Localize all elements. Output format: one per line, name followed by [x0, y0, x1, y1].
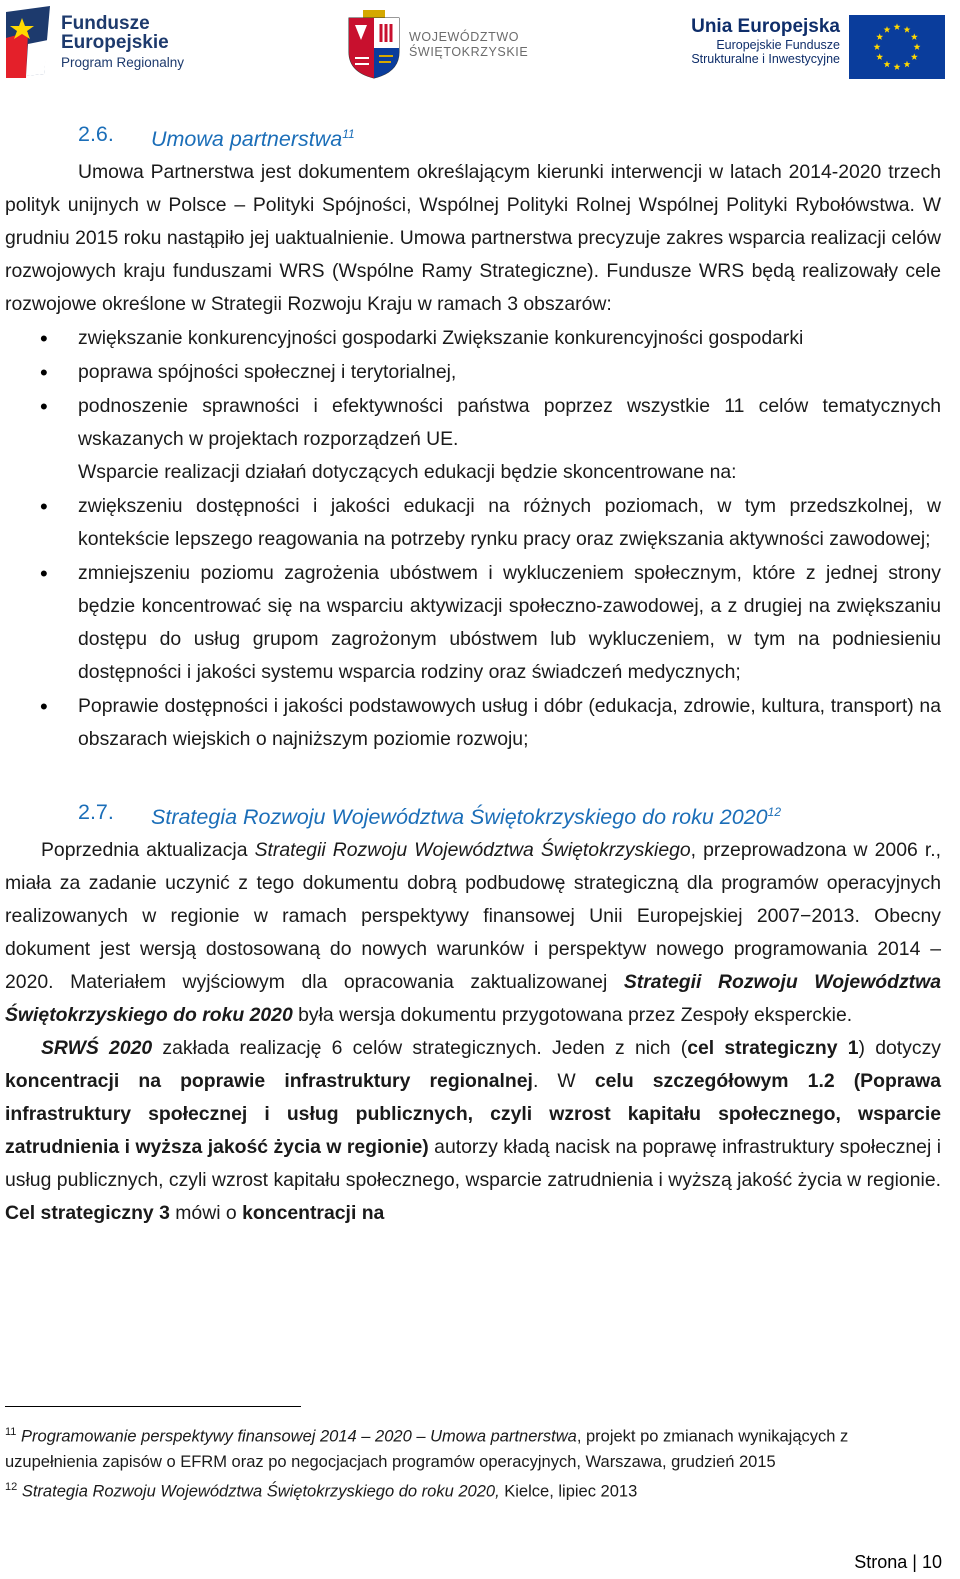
- fe-logo-line1: Fundusze: [61, 13, 150, 34]
- list-item: • Poprawie dostępności i jakości podstawowych usług i dóbr (edukacja, zdrowie, kultura, transport) na obszarach wiejskich o najniższym poziomie rozwoju;: [5, 690, 941, 756]
- page-number: Strona | 10: [854, 1552, 942, 1572]
- footnote-separator: [5, 1406, 301, 1407]
- list-item: • poprawa spójności społecznej i terytorialnej,: [5, 356, 941, 389]
- ue-logo-line2: Europejskie Fundusze: [716, 37, 840, 52]
- list-item: • zwiększanie konkurencyjności gospodarki Zwiększanie konkurencyjności gospodarki: [5, 322, 941, 355]
- areas-list: [5, 322, 941, 456]
- list-item: • zwiększeniu dostępności i jakości edukacji na różnych poziomach, w tym przedszkolnej, w kontekście lepszego reagowania na potrzeby rynku pracy oraz zwiększania aktywności zawodowej;: [5, 490, 941, 556]
- section-number: 2.6.: [78, 122, 114, 146]
- fe-logo-line2: Europejskie: [61, 32, 169, 54]
- footnote-12: $^{12}$ Strategia Rozwoju Województwa Świętokrzyskiego do roku 2020, Kielce, lipiec 2013: [5, 1480, 638, 1500]
- section-2-7-paragraph-2: SRWŚ 2020 zakłada realizację 6 celów strategicznych. Jeden z nich (cel strategiczny 1) dotyczy koncentracji na poprawie infrastruktury regionalnej. W celu szczegółowym 1.2 (Poprawa infrastruktury społecznej i usług publicznych, czyli wzrost kapitału społecznego, wsparcie zatrudnienia i wyższa jakość życia w regionie) autorzy kładą nacisk na poprawę infrastruktury społecznej i usług publicznych, czyli wzrost kapitału społecznego, wsparcie zatrudnienia i wyższą jakość życia w regionie. Cel strategiczny 3 mówi o koncentracji na: [5, 1037, 942, 1224]
- coat-of-arms-icon: [345, 10, 403, 80]
- unia-europejska-logo: [665, 10, 950, 80]
- fe-logo-line3: Program Regionalny: [61, 54, 185, 70]
- support-intro: Wsparcie realizacji działań dotyczących edukacji będzie skoncentrowane na:: [78, 461, 737, 483]
- logo-bar: [0, 0, 960, 90]
- footnote-ref: 12: [767, 805, 781, 819]
- section-2-7-paragraph-1: Poprzednia aktualizacja Strategii Rozwoju Województwa Świętokrzyskiego, przeprowadzona w 2006 r., miała za zadanie uczynić z tego dokumentu dobrą podbudowę strategiczną dla programów operacyjnych realizowanych w regionie w ramach perspektywy finansowej Unii Europejskiej 2007−2013. Obecny dokument jest wersją dostosowaną do nowych warunków i perspektyw nowego programowania 2014 – 2020. Materiałem wyjściowym dla opracowania zaktualizowanej Strategii Rozwoju Województwa Świętokrzyskiego do roku 2020 była wersja dokumentu przygotowana przez Zespoły eksperckie.: [5, 839, 942, 1026]
- eu-flag-icon: [849, 15, 945, 79]
- list-item: • zmniejszeniu poziomu zagrożenia ubóstwem i wykluczeniem społecznym, które z jednej strony będzie koncentrować się na wsparciu aktywizacji społeczno-zawodowej, a z drugiej na zwiększaniu dostępu do usług grupom zagrożonym ubóstwem lub wykluczeniem, w tym na podniesieniu dostępności i jakości systemu wsparcia rodziny oraz świadczeń medycznych;: [5, 557, 941, 689]
- ws-logo-line2: ŚWIĘTOKRZYSKIE: [409, 45, 529, 59]
- section-title: Umowa partnerstwa: [151, 127, 343, 152]
- ue-logo-line1: Unia Europejska: [691, 16, 840, 37]
- section-2-6-intro: Umowa Partnerstwa jest dokumentem określającym kierunki interwencji w latach 2014-2020 trzech polityk unijnych w Polsce – Polityki Spójności, Wspólnej Polityki Rolnej Wspólnej Polityki Rybołówstwa. W grudniu 2015 roku nastąpiło jej uaktualnienie. Umowa partnerstwa precyzuje zakres wsparcia realizacji celów rozwojowych kraju funduszami WRS (Wspólne Ramy Strategiczne). Fundusze WRS będą realizowały cele rozwojowe określone w Strategii Rozwoju Kraju w ramach 3 obszarów:: [5, 161, 941, 315]
- fundusze-europejskie-logo: [4, 4, 194, 80]
- section-number: 2.7.: [78, 800, 114, 824]
- support-list: [5, 490, 941, 756]
- ue-logo-line3: Strukturalne i Inwestycyjne: [691, 52, 840, 67]
- list-item: • podnoszenie sprawności i efektywności państwa poprzez wszystkie 11 celów tematycznych wskazanych w projektach rozporządzeń UE.: [5, 390, 941, 456]
- ws-logo-line1: WOJEWÓDZTWO: [409, 30, 520, 44]
- section-2-6-heading: [5, 118, 941, 156]
- wojewodztwo-swietokrzyskie-logo: [345, 10, 545, 82]
- footnote-ref: 11: [342, 127, 355, 141]
- section-2-7-heading: [5, 796, 941, 834]
- footnotes: [5, 1420, 895, 1504]
- footnote-11: $^{11}$ Programowanie perspektywy finansowej 2014 – 2020 – Umowa partnerstwa, projekt po zmianach wynikających z uzupełnienia zapisów o EFRM oraz po negocjacjach programów operacyjnych, Warszawa, grudzień 2015: [5, 1426, 849, 1471]
- document-body: [5, 118, 941, 1230]
- section-title: Strategia Rozwoju Województwa Świętokrzyskiego do roku 2020: [151, 805, 768, 830]
- fe-flag-icon: [4, 4, 56, 80]
